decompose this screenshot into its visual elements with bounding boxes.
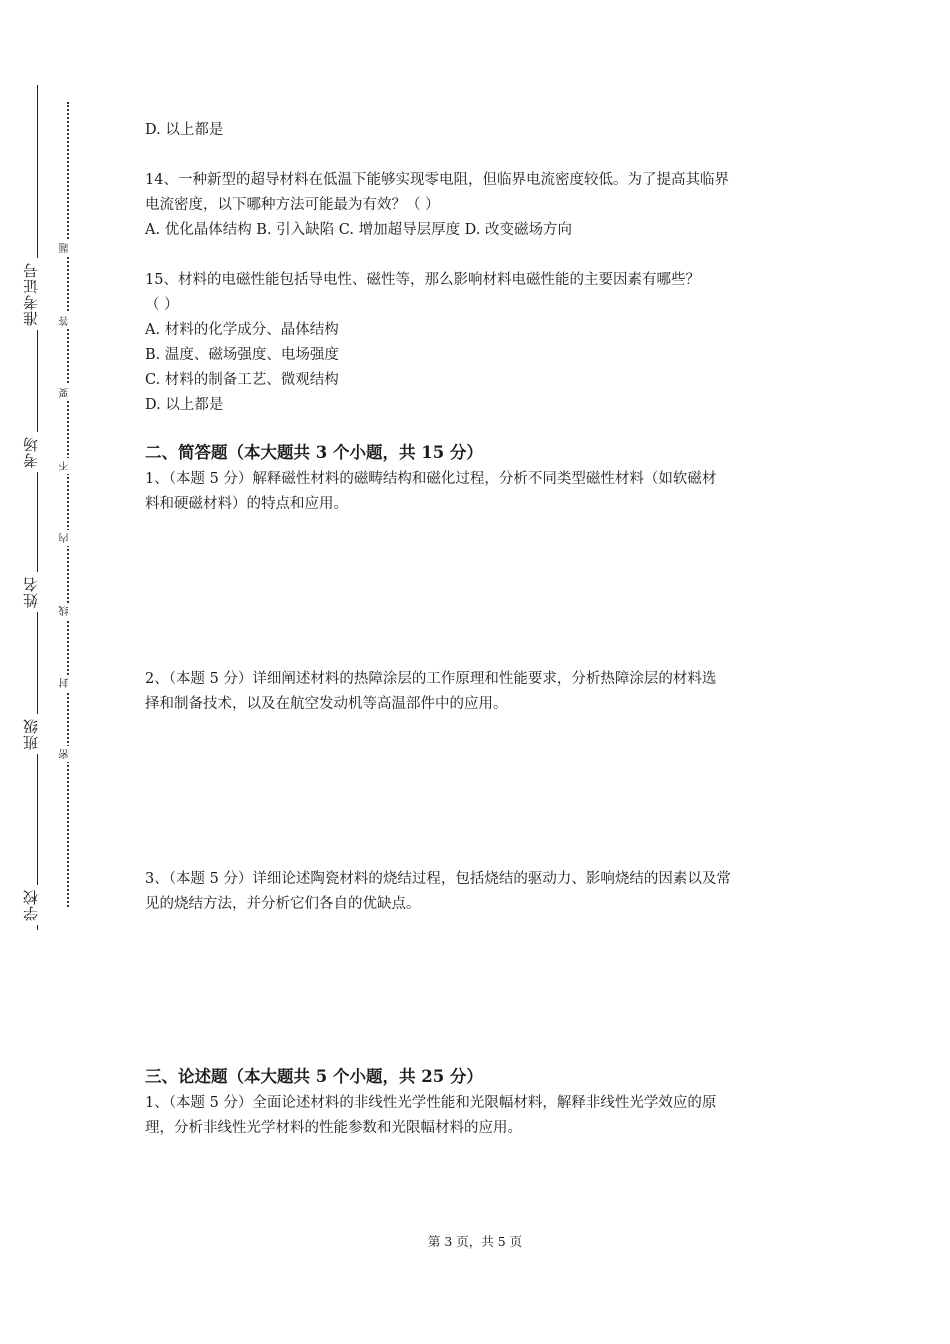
q14-options: A. 优化晶体结构 B. 引入缺陷 C. 增加超导层厚度 D. 改变磁场方向 xyxy=(145,222,573,238)
seal-char: 内 xyxy=(58,530,76,546)
q15-text-line2: （ ） xyxy=(145,297,179,313)
exam-id-label: 准考证号 xyxy=(20,258,50,330)
s2-q1-line2: 料和硬磁材料）的特点和应用。 xyxy=(145,496,348,512)
q15-option-c: C. 材料的制备工艺、微观结构 xyxy=(145,372,339,388)
s2-q1-line1: 1、（本题 5 分）解释磁性材料的磁畴结构和磁化过程，分析不同类型磁性材料（如软磁材 xyxy=(145,471,717,487)
s2-q3-line2: 见的烧结方法，并分析它们各自的优缺点。 xyxy=(145,896,421,912)
class-label: 班级 xyxy=(20,714,50,754)
seal-char: 不 xyxy=(58,458,76,474)
school-label: 学校 xyxy=(20,885,50,925)
q13-option-d: D. 以上都是 xyxy=(145,122,224,138)
s2-q3-line1: 3、（本题 5 分）详细论述陶瓷材料的烧结过程，包括烧结的驱动力、影响烧结的因素以及常 xyxy=(145,871,731,887)
q15-option-b: B. 温度、磁场强度、电场强度 xyxy=(145,347,339,363)
binding-solid-line xyxy=(37,85,38,930)
page-number: 第 3 页，共 5 页 xyxy=(427,1234,523,1249)
seal-char: 答 xyxy=(58,313,76,329)
q14-text-line2: 电流密度，以下哪种方法可能最为有效？（ ） xyxy=(145,197,440,213)
section2-heading: 二、简答题（本大题共 3 个小题，共 15 分） xyxy=(145,443,483,462)
section3-heading: 三、论述题（本大题共 5 个小题，共 25 分） xyxy=(145,1067,483,1086)
s2-q2-line1: 2、（本题 5 分）详细阐述材料的热障涂层的工作原理和性能要求，分析热障涂层的材料选 xyxy=(145,671,717,687)
seal-char: 要 xyxy=(58,385,76,401)
s3-q1-line1: 1、（本题 5 分）全面论述材料的非线性光学性能和光限幅材料，解释非线性光学效应的原 xyxy=(145,1095,717,1111)
q15-option-d: D. 以上都是 xyxy=(145,397,224,413)
seal-dotted-line xyxy=(67,102,69,907)
binding-margin xyxy=(0,0,110,1344)
seal-char: 密 xyxy=(58,746,76,762)
s3-q1-line2: 理，分析非线性光学材料的性能参数和光限幅材料的应用。 xyxy=(145,1120,522,1136)
q15-option-a: A. 材料的化学成分、晶体结构 xyxy=(145,322,339,338)
seal-char: 题 xyxy=(58,240,76,256)
s2-q2-line2: 择和制备技术，以及在航空发动机等高温部件中的应用。 xyxy=(145,696,508,712)
q14-text-line1: 14、一种新型的超导材料在低温下能够实现零电阻，但临界电流密度较低。为了提高其临界 xyxy=(145,172,729,188)
q15-text-line1: 15、材料的电磁性能包括导电性、磁性等，那么影响材料电磁性能的主要因素有哪些？ xyxy=(145,272,700,288)
name-label: 姓名 xyxy=(20,572,50,612)
exam-room-label: 考场 xyxy=(20,432,50,472)
seal-char: 线 xyxy=(58,603,76,619)
seal-char: 封 xyxy=(58,675,76,691)
